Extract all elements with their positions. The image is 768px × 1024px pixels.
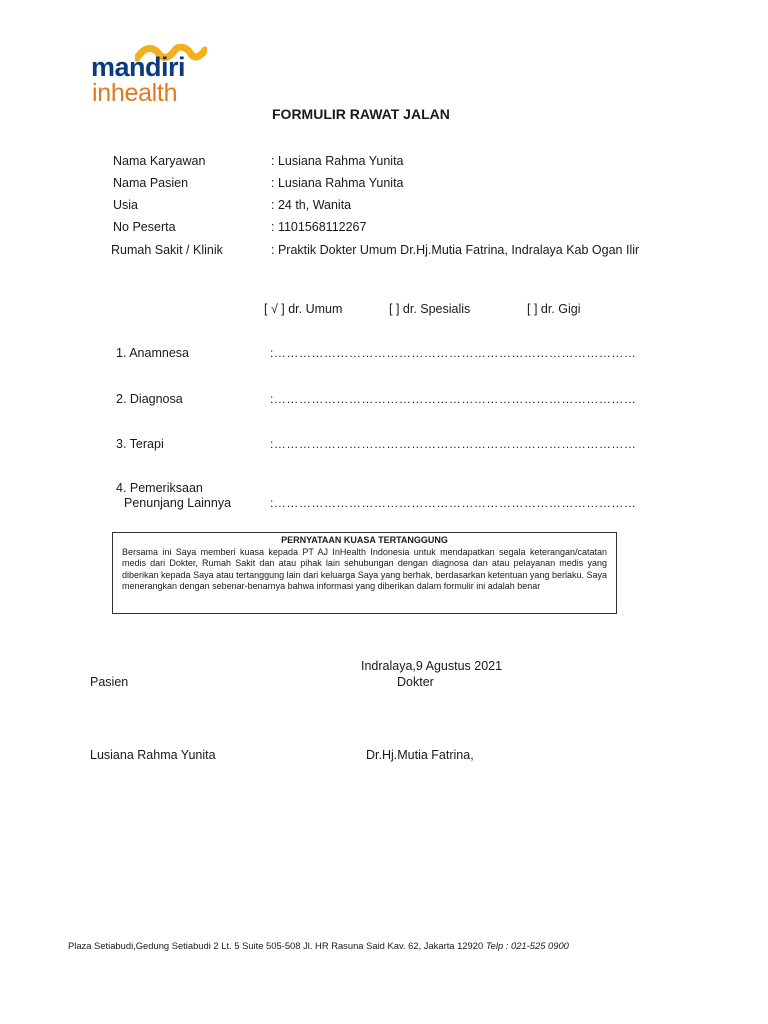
logo-text-mandiri: mandiri <box>91 52 186 82</box>
field-diagnosa-dots[interactable]: :…………………………………………………………………………… <box>270 392 637 406</box>
logo-text-inhealth: inhealth <box>92 79 178 107</box>
form-title: FORMULIR RAWAT JALAN <box>272 106 450 122</box>
value-no-peserta: : 1101568112267 <box>271 220 367 234</box>
checkbox-dr-spesialis[interactable]: [ ] dr. Spesialis <box>389 302 471 316</box>
label-pemeriksaan: 4. Pemeriksaan <box>116 481 203 495</box>
value-rumah-sakit: : Praktik Dokter Umum Dr.Hj.Mutia Fatrina, Indralaya Kab Ogan Ilir <box>271 243 640 257</box>
label-rumah-sakit: Rumah Sakit / Klinik <box>111 243 223 257</box>
field-pemeriksaan-dots[interactable]: :…………………………………………………………………………… <box>270 496 637 510</box>
label-no-peserta: No Peserta <box>113 220 176 234</box>
statement-title: PERNYATAAN KUASA TERTANGGUNG <box>281 535 448 545</box>
statement-body: Bersama ini Saya memberi kuasa kepada PT AJ InHealth Indonesia untuk mendapatkan segala keterangan/catatan medis dari Dokter, Rumah Sakit dan atau pihak lain sehubungan dengan diagnosa dan atau pelayanan medis yang diberikan kepada Saya atau tertanggung lain dari keluarga Saya yang berhak, berdasarkan ketentuan yang berlaku. Saya menerangkan dengan sebenar-benarnya bahwa informasi yang diberikan dalam formulir ini adalah benar <box>122 547 607 591</box>
label-pasien: Pasien <box>90 675 129 689</box>
checkbox-dr-gigi[interactable]: [ ] dr. Gigi <box>527 302 581 316</box>
field-anamnesa-dots[interactable]: :…………………………………………………………………………… <box>270 346 637 360</box>
field-terapi-dots[interactable]: :…………………………………………………………………………… <box>270 437 637 451</box>
label-dokter: Dokter <box>397 675 434 689</box>
statement-box <box>112 532 617 614</box>
value-usia: : 24 th, Wanita <box>271 198 352 212</box>
value-nama-pasien: : Lusiana Rahma Yunita <box>271 176 404 190</box>
value-nama-karyawan: : Lusiana Rahma Yunita <box>271 154 404 168</box>
checkbox-dr-umum[interactable]: [ √ ] dr. Umum <box>264 302 343 316</box>
label-diagnosa: 2. Diagnosa <box>116 392 183 406</box>
label-terapi: 3. Terapi <box>116 437 164 451</box>
place-date: Indralaya,9 Agustus 2021 <box>361 659 503 673</box>
footer-phone: Telp : 021-525 0900 <box>485 940 569 951</box>
label-nama-pasien: Nama Pasien <box>113 176 189 190</box>
footer-address: Plaza Setiabudi,Gedung Setiabudi 2 Lt. 5 Suite 505-508 Jl. HR Rasuna Said Kav. 62, Jakarta 12920 <box>68 940 484 951</box>
mandiri-inhealth-logo <box>91 44 201 108</box>
doctor-name: Dr.Hj.Mutia Fatrina, <box>366 748 474 762</box>
footer-address-line <box>68 940 569 951</box>
label-anamnesa: 1. Anamnesa <box>116 346 189 360</box>
label-nama-karyawan: Nama Karyawan <box>113 154 206 168</box>
patient-name: Lusiana Rahma Yunita <box>90 748 216 762</box>
label-usia: Usia <box>113 198 139 212</box>
label-penunjang-lainnya: Penunjang Lainnya <box>124 496 232 510</box>
